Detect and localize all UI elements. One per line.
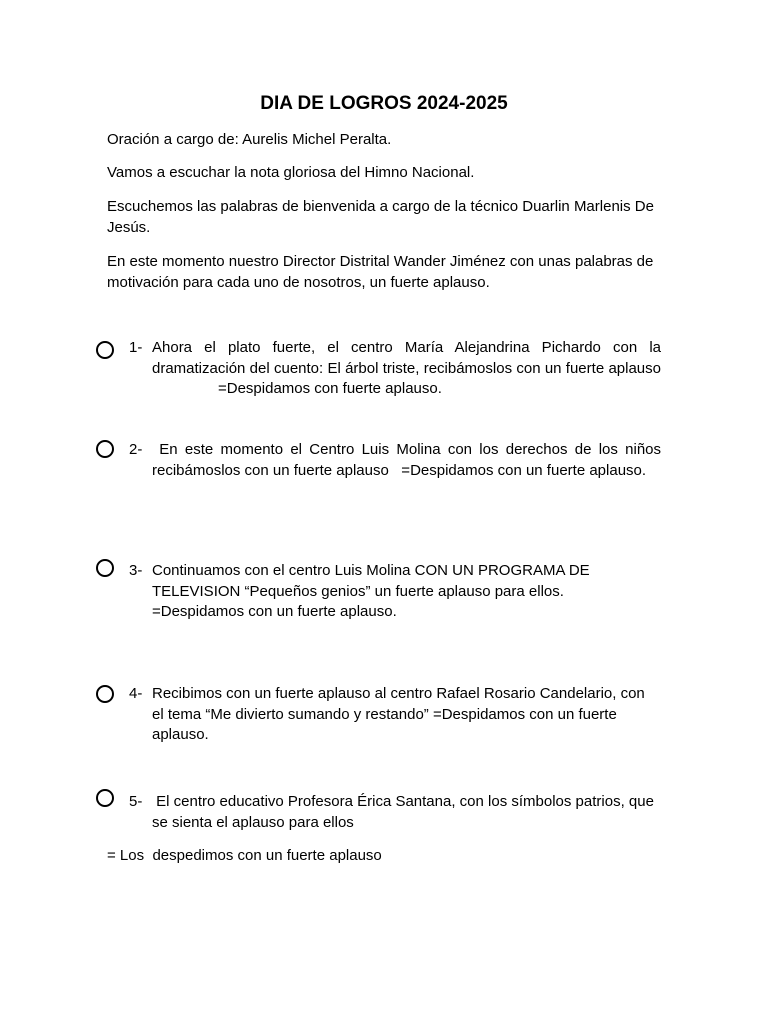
circle-marker-icon <box>96 440 114 458</box>
document-title: DIA DE LOGROS 2024-2025 <box>260 93 508 114</box>
intro-anthem: Vamos a escuchar la nota gloriosa del Himno Nacional. <box>107 164 475 181</box>
intro-welcome: Escuchemos las palabras de bienvenida a cargo de la técnico Duarlin Marlenis De Jesús. <box>107 198 654 236</box>
item-closing: =Despidamos con fuerte aplauso. <box>218 380 442 397</box>
item-text <box>152 338 661 400</box>
item-text: Recibimos con un fuerte aplauso al centro Rafael Rosario Candelario, con el tema “Me divierto sumando y restando” =Despidamos con un fuerte aplauso. <box>152 685 645 743</box>
item-number: 5- <box>129 793 143 810</box>
circle-marker-icon <box>96 685 114 703</box>
closing-line: = Los despedimos con un fuerte aplauso <box>107 847 382 864</box>
item-text: El centro educativo Profesora Érica Santana, con los símbolos patrios, que se sienta el aplauso para ellos <box>152 793 659 831</box>
intro-director: En este momento nuestro Director Distrital Wander Jiménez con unas palabras de motivación para cada uno de nosotros, un fuerte aplauso. <box>107 253 654 291</box>
circle-marker-icon <box>96 341 114 359</box>
item-text: En este momento el Centro Luis Molina con los derechos de los niños recibámoslos con un fuerte aplauso =Despidamos con un fuerte aplauso. <box>152 441 666 479</box>
circle-marker-icon <box>96 559 114 577</box>
intro-prayer: Oración a cargo de: Aurelis Michel Peralta. <box>107 131 392 148</box>
item-body: Ahora el plato fuerte, el centro María Alejandrina Pichardo con la dramatización del cuento: El árbol triste, recibámoslos con un fuerte aplauso <box>152 339 661 377</box>
item-number: 3- <box>129 562 143 579</box>
item-number: 1- <box>129 339 143 356</box>
item-text: Continuamos con el centro Luis Molina CON UN PROGRAMA DE TELEVISION “Pequeños genios” un fuerte aplauso para ellos. =Despidamos con un fuerte aplauso. <box>152 562 590 620</box>
circle-marker-icon <box>96 789 114 807</box>
item-number: 4- <box>129 685 143 702</box>
item-number: 2- <box>129 441 143 458</box>
